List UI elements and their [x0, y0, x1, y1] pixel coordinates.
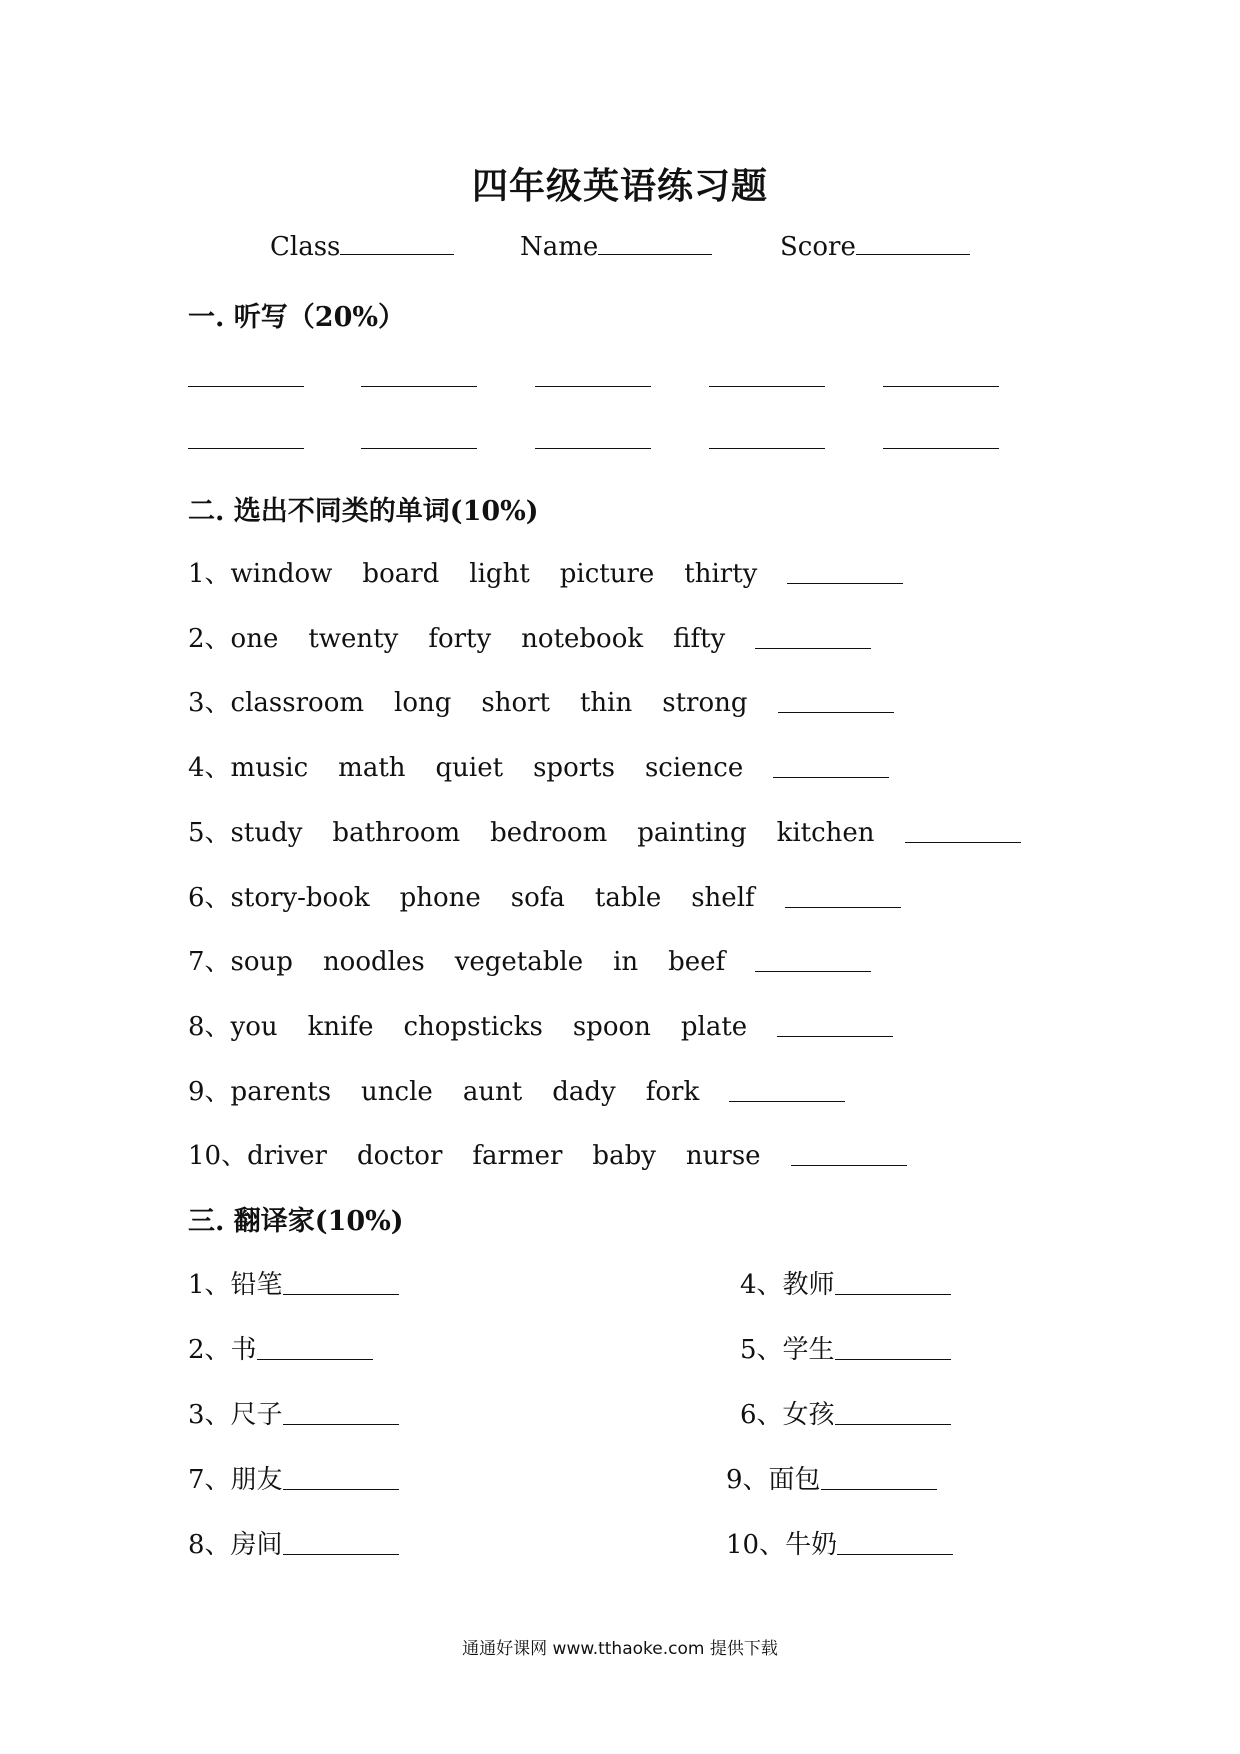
translation-word: 9、面包 [726, 1465, 821, 1495]
question-word: sports [533, 753, 615, 784]
question-word: driver [247, 1141, 327, 1172]
question-word: dady [552, 1076, 616, 1107]
dictation-row-1 [188, 386, 1008, 396]
name-label: Name [520, 232, 599, 262]
question-word: math [338, 753, 406, 784]
score-label: Score [780, 232, 856, 262]
question-word: board [362, 559, 440, 589]
translation-item [740, 1264, 951, 1300]
question-word: spoon [572, 1011, 651, 1042]
question-row [188, 553, 903, 589]
translation-blank[interactable] [283, 1293, 399, 1295]
translation-blank[interactable] [283, 1553, 399, 1555]
translation-item [726, 1524, 953, 1560]
question-word: beef [668, 947, 726, 978]
dictation-blank[interactable] [361, 448, 477, 449]
question-word: strong [662, 688, 748, 719]
answer-blank[interactable] [791, 1164, 907, 1166]
question-row [188, 812, 1021, 848]
translation-word: 3、尺子 [188, 1400, 283, 1430]
answer-blank[interactable] [778, 711, 894, 713]
question-word: fork [645, 1076, 700, 1107]
question-word: knife [307, 1011, 374, 1042]
question-number: 10、 [188, 1141, 248, 1172]
question-word: doctor [357, 1141, 443, 1172]
question-row [188, 1006, 893, 1042]
answer-blank[interactable] [755, 970, 871, 972]
question-word: chopsticks [403, 1011, 543, 1042]
question-word: table [594, 882, 662, 913]
translation-blank[interactable] [821, 1488, 937, 1490]
question-word: soup [230, 947, 293, 978]
translation-word: 10、牛奶 [726, 1530, 838, 1560]
translation-word: 6、女孩 [740, 1400, 835, 1430]
question-row [188, 1135, 907, 1171]
translation-item [188, 1329, 373, 1365]
question-word: science [644, 753, 744, 784]
section-1-heading: 一. 听写（20%） [188, 302, 406, 333]
question-word: aunt [462, 1076, 523, 1107]
question-row [188, 1071, 845, 1107]
translation-item [188, 1394, 399, 1430]
question-word: noodles [322, 947, 425, 978]
translation-item [188, 1524, 399, 1560]
question-word: study [230, 817, 303, 848]
answer-blank[interactable] [777, 1035, 893, 1037]
translation-word: 8、房间 [188, 1530, 283, 1560]
question-word: sofa [510, 882, 565, 913]
question-number: 7、 [188, 947, 231, 978]
question-word: long [394, 688, 452, 719]
class-field [270, 232, 454, 262]
question-word: fifty [673, 623, 726, 654]
answer-blank[interactable] [787, 582, 903, 584]
translation-item [726, 1459, 937, 1495]
page-title: 四年级英语练习题 [471, 165, 768, 207]
question-number: 5、 [188, 817, 231, 848]
question-word: phone [399, 882, 481, 913]
translation-blank[interactable] [283, 1423, 399, 1425]
name-blank[interactable] [598, 253, 712, 255]
class-blank[interactable] [340, 253, 454, 255]
question-number: 9、 [188, 1076, 231, 1107]
translation-blank[interactable] [835, 1423, 951, 1425]
section-2-heading: 二. 选出不同类的单词(10%) [188, 496, 539, 527]
question-word: shelf [691, 882, 755, 913]
translation-blank[interactable] [835, 1293, 951, 1295]
question-word: story-book [230, 882, 370, 913]
question-word: baby [592, 1141, 656, 1172]
answer-blank[interactable] [773, 776, 889, 778]
question-number: 8、 [188, 1011, 231, 1042]
dictation-blank[interactable] [361, 386, 477, 387]
question-word: quiet [435, 753, 504, 784]
question-number: 6、 [188, 882, 231, 913]
question-word: bathroom [332, 817, 461, 848]
dictation-blank[interactable] [709, 448, 825, 449]
question-word: farmer [472, 1141, 563, 1172]
translation-item [740, 1329, 951, 1365]
question-number: 3、 [188, 688, 231, 719]
question-number: 4、 [188, 753, 231, 784]
translation-word: 7、朋友 [188, 1465, 283, 1495]
question-number: 1、 [188, 559, 231, 589]
question-word: bedroom [490, 817, 608, 848]
question-word: kitchen [776, 817, 875, 848]
question-word: thin [579, 688, 633, 719]
question-row [188, 941, 871, 977]
answer-blank[interactable] [729, 1100, 845, 1102]
dictation-blank[interactable] [535, 448, 651, 449]
question-row [188, 618, 871, 654]
question-word: plate [680, 1011, 748, 1042]
translation-item [740, 1394, 951, 1430]
translation-item [188, 1264, 399, 1300]
class-label: Class [270, 232, 341, 262]
student-info-row [0, 232, 1240, 272]
translation-blank[interactable] [835, 1358, 951, 1360]
question-word: twenty [308, 623, 399, 654]
question-number: 2、 [188, 623, 231, 654]
translation-blank[interactable] [283, 1488, 399, 1490]
translation-blank[interactable] [257, 1358, 373, 1360]
question-word: notebook [521, 623, 644, 654]
translation-item [188, 1459, 399, 1495]
question-word: light [469, 559, 530, 589]
translation-word: 2、书 [188, 1335, 257, 1365]
question-word: short [481, 688, 550, 719]
footer-credit: 通通好课网 www.tthaoke.com 提供下载 [462, 1639, 778, 1659]
section-3-heading: 三. 翻译家(10%) [188, 1206, 404, 1237]
question-word: parents [230, 1076, 332, 1107]
question-word: picture [559, 559, 655, 589]
question-word: uncle [361, 1076, 433, 1107]
translation-word: 4、教师 [740, 1270, 835, 1300]
question-word: in [613, 947, 639, 978]
score-field [780, 232, 970, 262]
question-word: forty [428, 623, 492, 654]
dictation-blank[interactable] [883, 448, 999, 449]
answer-blank[interactable] [755, 647, 871, 649]
question-word: window [230, 559, 333, 589]
question-row [188, 682, 894, 718]
dictation-blank[interactable] [709, 386, 825, 387]
dictation-blank[interactable] [535, 386, 651, 387]
question-word: nurse [685, 1141, 761, 1172]
score-blank[interactable] [856, 253, 970, 255]
dictation-blank[interactable] [883, 386, 999, 387]
question-word: one [230, 623, 279, 654]
answer-blank[interactable] [785, 906, 901, 908]
question-word: painting [637, 817, 747, 848]
translation-word: 1、铅笔 [188, 1270, 283, 1300]
dictation-blank[interactable] [188, 386, 304, 387]
translation-word: 5、学生 [740, 1335, 835, 1365]
question-word: classroom [230, 688, 364, 719]
question-word: vegetable [454, 947, 584, 978]
question-word: thirty [684, 559, 758, 589]
dictation-row-2 [188, 448, 1008, 458]
dictation-blank[interactable] [188, 448, 304, 449]
name-field [520, 232, 712, 262]
translation-blank[interactable] [837, 1553, 953, 1555]
question-word: music [230, 753, 309, 784]
question-row [188, 747, 889, 783]
answer-blank[interactable] [905, 841, 1021, 843]
question-row [188, 877, 901, 913]
question-word: you [230, 1011, 278, 1042]
